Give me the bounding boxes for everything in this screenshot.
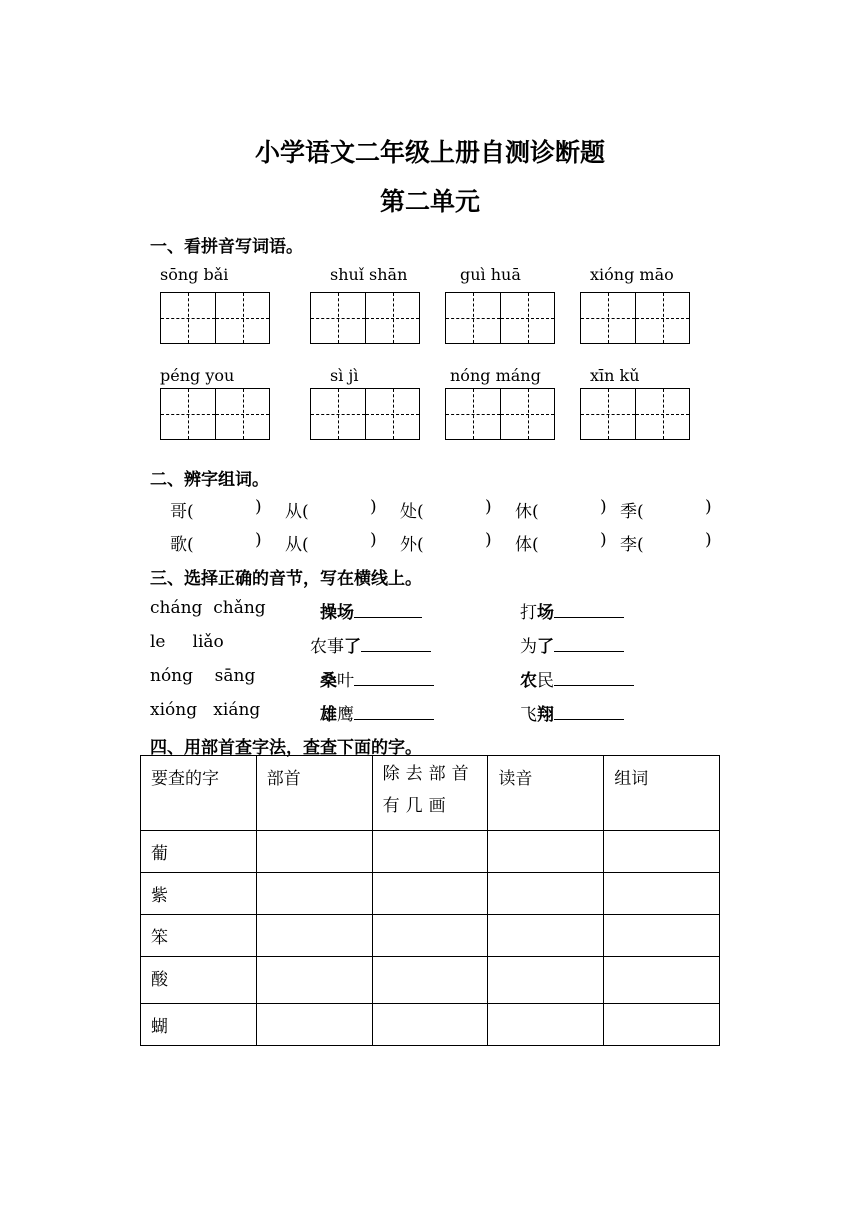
- fill-word: 打场: [520, 598, 624, 623]
- answer-cell[interactable]: [604, 873, 720, 915]
- answer-line[interactable]: [554, 668, 634, 686]
- table-row: [141, 873, 720, 915]
- writing-grid[interactable]: [580, 292, 690, 344]
- char-cell: 蝴: [141, 1004, 257, 1046]
- writing-grid[interactable]: [310, 388, 420, 440]
- answer-line[interactable]: [354, 702, 434, 720]
- answer-cell[interactable]: [488, 831, 604, 873]
- answer-cell[interactable]: [256, 915, 372, 957]
- page-subtitle: 第二单元: [379, 187, 480, 216]
- fill-word: 操场: [320, 598, 422, 623]
- table-row: [141, 831, 720, 873]
- section3-heading: 三、选择正确的音节，写在横线上。: [150, 569, 422, 589]
- fill-word: 农民: [520, 666, 634, 691]
- table-header: 读音: [488, 756, 604, 831]
- section4-heading: 四、用部首查字法，查查下面的字。: [150, 738, 422, 758]
- word-prompt: 从(: [285, 535, 309, 555]
- word-prompt: 体(: [515, 535, 539, 555]
- answer-cell[interactable]: [372, 873, 488, 915]
- answer-line[interactable]: [554, 634, 624, 652]
- section2-heading: 二、辨字组词。: [150, 470, 269, 490]
- table-row: [141, 1004, 720, 1046]
- answer-cell[interactable]: [372, 915, 488, 957]
- writing-grid[interactable]: [310, 292, 420, 344]
- pinyin-options: xióng xiáng: [150, 700, 261, 720]
- char-cell: 紫: [141, 873, 257, 915]
- radical-lookup-table: [140, 755, 720, 1046]
- close-paren: ): [705, 497, 712, 517]
- table-header-row: [141, 756, 720, 831]
- char-cell: 葡: [141, 831, 257, 873]
- answer-cell[interactable]: [256, 831, 372, 873]
- word-prompt: 从(: [285, 502, 309, 522]
- pinyin-options: nóng sāng: [150, 666, 256, 686]
- answer-cell[interactable]: [488, 1004, 604, 1046]
- close-paren: ): [255, 497, 262, 517]
- answer-cell[interactable]: [372, 957, 488, 1004]
- table-header: 组词: [604, 756, 720, 831]
- writing-grid[interactable]: [580, 388, 690, 440]
- answer-line[interactable]: [361, 634, 431, 652]
- word-prompt: 季(: [620, 502, 644, 522]
- writing-grid[interactable]: [160, 292, 270, 344]
- word-prompt: 处(: [400, 502, 424, 522]
- word-row: [0, 530, 860, 554]
- close-paren: ): [485, 530, 492, 550]
- close-paren: ): [600, 497, 607, 517]
- page-title: 小学语文二年级上册自测诊断题: [254, 138, 605, 167]
- answer-cell[interactable]: [256, 1004, 372, 1046]
- writing-grid[interactable]: [445, 292, 555, 344]
- writing-grid[interactable]: [160, 388, 270, 440]
- table-header: 要查的字: [141, 756, 257, 831]
- close-paren: ): [600, 530, 607, 550]
- table-row: [141, 915, 720, 957]
- word-prompt: 李(: [620, 535, 644, 555]
- answer-line[interactable]: [354, 600, 422, 618]
- pinyin-label: sì jì: [330, 366, 359, 385]
- pinyin-label: xīn kǔ: [590, 366, 640, 385]
- pinyin-options: le liǎo: [150, 632, 224, 652]
- char-cell: 酸: [141, 957, 257, 1004]
- close-paren: ): [485, 497, 492, 517]
- close-paren: ): [370, 497, 377, 517]
- fill-word: 农事了: [310, 632, 431, 657]
- answer-cell[interactable]: [256, 957, 372, 1004]
- close-paren: ): [705, 530, 712, 550]
- answer-line[interactable]: [554, 702, 624, 720]
- writing-grid[interactable]: [445, 388, 555, 440]
- answer-cell[interactable]: [488, 915, 604, 957]
- answer-cell[interactable]: [604, 915, 720, 957]
- section1-heading: 一、看拼音写词语。: [150, 237, 303, 257]
- pinyin-label: sōng bǎi: [160, 265, 229, 284]
- word-prompt: 歌(: [170, 535, 194, 555]
- pinyin-options: cháng chǎng: [150, 598, 266, 618]
- word-prompt: 休(: [515, 502, 539, 522]
- word-row: [0, 497, 860, 521]
- answer-cell[interactable]: [372, 1004, 488, 1046]
- answer-cell[interactable]: [488, 873, 604, 915]
- fill-word: 为了: [520, 632, 624, 657]
- pinyin-label: shuǐ shān: [330, 265, 408, 284]
- char-cell: 笨: [141, 915, 257, 957]
- table-row: [141, 957, 720, 1004]
- answer-line[interactable]: [554, 600, 624, 618]
- pinyin-label: nóng máng: [450, 366, 541, 385]
- answer-cell[interactable]: [372, 831, 488, 873]
- answer-cell[interactable]: [604, 957, 720, 1004]
- fill-word: 桑叶: [320, 666, 434, 691]
- answer-line[interactable]: [354, 668, 434, 686]
- table-header: 部首: [256, 756, 372, 831]
- answer-cell[interactable]: [604, 831, 720, 873]
- answer-cell[interactable]: [256, 873, 372, 915]
- answer-cell[interactable]: [488, 957, 604, 1004]
- fill-word: 飞翔: [520, 700, 624, 725]
- answer-cell[interactable]: [604, 1004, 720, 1046]
- pinyin-label: guì huā: [460, 265, 521, 284]
- table-header: 除去部首有几画: [372, 756, 488, 831]
- word-prompt: 外(: [400, 535, 424, 555]
- close-paren: ): [255, 530, 262, 550]
- pinyin-label: péng you: [160, 366, 235, 385]
- fill-word: 雄鹰: [320, 700, 434, 725]
- pinyin-label: xióng māo: [590, 265, 674, 284]
- word-prompt: 哥(: [170, 502, 194, 522]
- close-paren: ): [370, 530, 377, 550]
